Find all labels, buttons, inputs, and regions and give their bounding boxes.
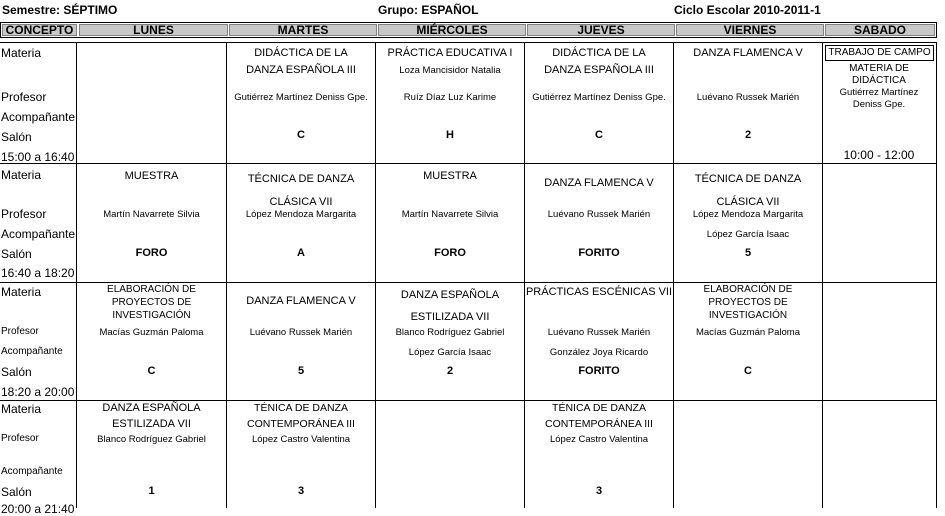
salon-label: Salón bbox=[1, 130, 32, 144]
subject-line: ESTILIZADA VII bbox=[112, 418, 191, 430]
subject-line: MATERIA DE DIDÁCTICA bbox=[849, 63, 909, 86]
teacher-name: López Mendoza Margarita bbox=[692, 209, 804, 220]
subject-line: MUESTRA bbox=[124, 170, 179, 182]
subject-line: CLÁSICA VII bbox=[269, 196, 333, 208]
acompanante-label: Acompañante bbox=[1, 346, 63, 357]
room-number: FORO bbox=[135, 247, 168, 259]
subject-line: ESTILIZADA VII bbox=[410, 311, 490, 323]
class-cell bbox=[227, 400, 375, 432]
teacher-name: Gutiérrez Martínez bbox=[839, 87, 919, 98]
teacher-name: Gutiérrez Martínez Deniss Gpe. bbox=[234, 92, 368, 103]
grid-line bbox=[0, 42, 937, 43]
subject-line: INVESTIGACIÓN bbox=[112, 310, 191, 321]
room-number: C bbox=[744, 365, 752, 377]
materia-label: Materia bbox=[1, 285, 42, 299]
col-jueves: JUEVES bbox=[527, 24, 675, 36]
profesor-label: Profesor bbox=[1, 90, 47, 104]
subject-line: MUESTRA bbox=[423, 170, 477, 182]
schedule-header bbox=[0, 0, 945, 22]
subject-line: TÉNICA DE DANZA bbox=[552, 402, 646, 414]
teacher-name: Luévano Russek Marién bbox=[249, 327, 353, 338]
subject-line: TÉCNICA DE DANZA bbox=[694, 173, 802, 185]
room-number: 3 bbox=[297, 485, 305, 497]
subject-line: DANZA ESPAÑOLA bbox=[400, 289, 500, 301]
grid-line bbox=[0, 163, 937, 164]
class-cell bbox=[227, 45, 375, 79]
subject-line: CLÁSICA VII bbox=[716, 196, 780, 208]
col-miercoles: MIÉRCOLES bbox=[378, 24, 526, 36]
teacher-name: Luévano Russek Marién bbox=[696, 92, 800, 103]
time-slot: 15:00 a 16:40 bbox=[1, 150, 75, 164]
subject-line: CONTEMPORÁNEA III bbox=[247, 418, 355, 430]
materia-label: Materia bbox=[1, 168, 42, 182]
room-number: FORITO bbox=[578, 365, 620, 377]
grid-line bbox=[673, 43, 674, 508]
time-slot: 20:00 a 21:40 bbox=[1, 502, 75, 516]
teacher-name: Gutiérrez Martínez Deniss Gpe. bbox=[532, 92, 666, 103]
subject-line: INVESTIGACIÓN bbox=[708, 310, 788, 321]
class-cell bbox=[376, 45, 524, 79]
teacher-name: López Castro Valentina bbox=[251, 434, 351, 445]
subject-line: DANZA ESPAÑOLA III bbox=[246, 64, 356, 76]
subject-line: ELABORACIÓN DE bbox=[107, 284, 196, 295]
acompanante-label: Acompañante bbox=[1, 110, 76, 124]
col-martes: MARTES bbox=[229, 24, 377, 36]
subject-line: CONTEMPORÁNEA III bbox=[545, 418, 653, 430]
accompanist-name: González Joya Ricardo bbox=[549, 347, 649, 358]
room-number: FORITO bbox=[578, 247, 620, 259]
room-number: 2 bbox=[446, 365, 454, 377]
col-concepto: CONCEPTO bbox=[2, 24, 77, 36]
room-number: 5 bbox=[297, 365, 305, 377]
subject-line: DANZA FLAMENCA V bbox=[544, 177, 654, 189]
class-cell bbox=[674, 283, 822, 322]
room-number: 3 bbox=[595, 485, 603, 497]
profesor-label: Profesor bbox=[1, 433, 39, 444]
materia-label: Materia bbox=[1, 402, 42, 416]
subject-line: PRÁCTICA EDUCATIVA I bbox=[387, 47, 513, 59]
teacher-name: Luévano Russek Marién bbox=[547, 327, 651, 338]
room-number: C bbox=[595, 129, 603, 141]
class-cell bbox=[77, 400, 226, 432]
saturday-class bbox=[822, 63, 936, 111]
grid-line bbox=[936, 43, 937, 508]
salon-label: Salón bbox=[1, 485, 32, 499]
teacher-name: Macías Guzmán Paloma bbox=[99, 327, 204, 338]
subject-line: ELABORACIÓN DE bbox=[703, 284, 793, 295]
teacher-name: Martín Navarrete Silvia bbox=[103, 209, 200, 220]
teacher-name: López Castro Valentina bbox=[549, 434, 649, 445]
profesor-label: Profesor bbox=[1, 207, 47, 221]
teacher-name: Martín Navarrete Silvia bbox=[401, 209, 499, 220]
salon-label: Salón bbox=[1, 365, 32, 379]
column-header-row bbox=[0, 22, 937, 38]
room-number: C bbox=[147, 365, 156, 377]
room-number: 1 bbox=[148, 485, 155, 497]
class-cell bbox=[77, 283, 226, 322]
room-number: A bbox=[297, 247, 305, 259]
class-cell bbox=[376, 284, 524, 328]
subject-line: DANZA FLAMENCA V bbox=[693, 47, 803, 59]
grid-line bbox=[375, 43, 376, 508]
materia-label: Materia bbox=[1, 46, 42, 60]
col-lunes: LUNES bbox=[79, 24, 228, 36]
room-number: 5 bbox=[744, 247, 752, 259]
grid-line bbox=[822, 43, 823, 508]
teacher-name: Ruíz Díaz Luz Karime bbox=[403, 92, 497, 103]
school-cycle-label: Ciclo Escolar 2010-2011-1 bbox=[674, 3, 821, 17]
room-number: C bbox=[297, 129, 305, 141]
room-number: FORO bbox=[434, 247, 466, 259]
class-cell bbox=[525, 400, 673, 432]
subject-line: TÉCNICA DE DANZA bbox=[247, 173, 355, 185]
teacher-name: Loza Mancisidor Natalia bbox=[399, 65, 501, 76]
class-cell bbox=[525, 45, 673, 79]
time-slot: 18:20 a 20:00 bbox=[1, 385, 75, 399]
subject-line: PROYECTOS DE bbox=[708, 297, 788, 308]
subject-line: DANZA ESPAÑOLA bbox=[102, 402, 201, 414]
acompanante-label: Acompañante bbox=[1, 227, 76, 241]
time-slot: 16:40 a 18:20 bbox=[1, 266, 75, 280]
semester-label: Semestre: SÉPTIMO bbox=[2, 3, 118, 17]
accompanist-name: López García Isaac bbox=[408, 347, 492, 358]
col-viernes: VIERNES bbox=[676, 24, 824, 36]
field-work-box: TRABAJO DE CAMPO bbox=[825, 45, 934, 61]
col-sabado: SABADO bbox=[825, 24, 935, 36]
group-label: Grupo: ESPAÑOL bbox=[378, 3, 479, 17]
saturday-time: 10:00 - 12:00 bbox=[843, 148, 915, 162]
teacher-name: Luévano Russek Marién bbox=[547, 209, 651, 220]
subject-line: PRÁCTICAS ESCÉNICAS VII bbox=[525, 286, 673, 298]
accompanist-name: López García Isaac bbox=[706, 229, 790, 240]
room-number: H bbox=[446, 129, 454, 141]
teacher-name: López Mendoza Margarita bbox=[245, 209, 357, 220]
room-number: 2 bbox=[744, 129, 752, 141]
subject-line: TÉNICA DE DANZA bbox=[254, 402, 348, 414]
subject-line: DANZA ESPAÑOLA III bbox=[544, 64, 654, 76]
acompanante-label: Acompañante bbox=[1, 466, 63, 477]
subject-line: DANZA FLAMENCA V bbox=[246, 295, 356, 307]
teacher-name: Deniss Gpe. bbox=[852, 99, 906, 110]
teacher-name: Blanco Rodríguez Gabriel bbox=[97, 434, 206, 445]
subject-line: PROYECTOS DE bbox=[111, 297, 192, 308]
salon-label: Salón bbox=[1, 247, 32, 261]
profesor-label: Profesor bbox=[1, 326, 39, 337]
subject-line: DIDÁCTICA DE LA bbox=[552, 47, 646, 59]
teacher-name: Blanco Rodríguez Gabriel bbox=[395, 327, 505, 338]
subject-line: DIDÁCTICA DE LA bbox=[254, 47, 348, 59]
teacher-name: Macías Guzmán Paloma bbox=[695, 327, 800, 338]
